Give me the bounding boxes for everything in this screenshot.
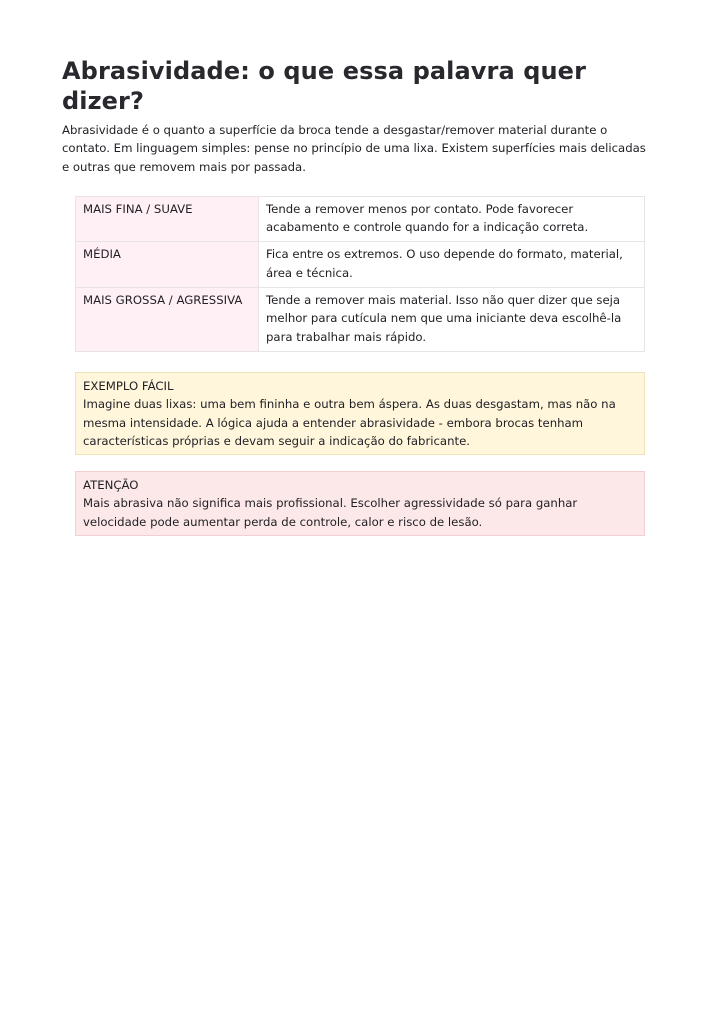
example-title: EXEMPLO FÁCIL — [83, 378, 174, 393]
intro-paragraph: Abrasividade é o quanto a superfície da broca tende a desgastar/remover material durante o contato. Em linguagem simples: pense no princípio de uma lixa. Existem superfícies mais delicadas e outras que removem mais por passada. — [62, 123, 646, 174]
table-row — [76, 242, 645, 288]
abrasiveness-table — [75, 196, 645, 352]
description-cell: Tende a remover mais material. Isso não quer dizer que seja melhor para cutícula nem que uma iniciante deva escolhê-la para trabalhar mais rápido. — [259, 288, 645, 352]
description-cell: Fica entre os extremos. O uso depende do formato, material, área e técnica. — [259, 242, 645, 288]
document-page — [62, 56, 646, 536]
warning-title: ATENÇÃO — [83, 478, 139, 493]
description-cell: Tende a remover menos por contato. Pode favorecer acabamento e controle quando for a indicação correta. — [259, 196, 645, 242]
example-callout — [75, 372, 645, 455]
level-cell: MÉDIA — [76, 242, 259, 288]
page-title: Abrasividade: o que essa palavra quer dizer? — [62, 57, 587, 115]
example-text: Imagine duas lixas: uma bem fininha e outra bem áspera. As duas desgastam, mas não na mesma intensidade. A lógica ajuda a entender abrasividade - embora brocas tenham características próprias e devam seguir a indicação do fabricante. — [83, 397, 616, 448]
table-row — [76, 196, 645, 242]
warning-callout — [75, 471, 645, 536]
level-cell: MAIS GROSSA / AGRESSIVA — [76, 288, 259, 352]
warning-text: Mais abrasiva não significa mais profissional. Escolher agressividade só para ganhar velocidade pode aumentar perda de controle, calor e risco de lesão. — [83, 496, 578, 529]
level-cell: MAIS FINA / SUAVE — [76, 196, 259, 242]
table-row — [76, 288, 645, 352]
